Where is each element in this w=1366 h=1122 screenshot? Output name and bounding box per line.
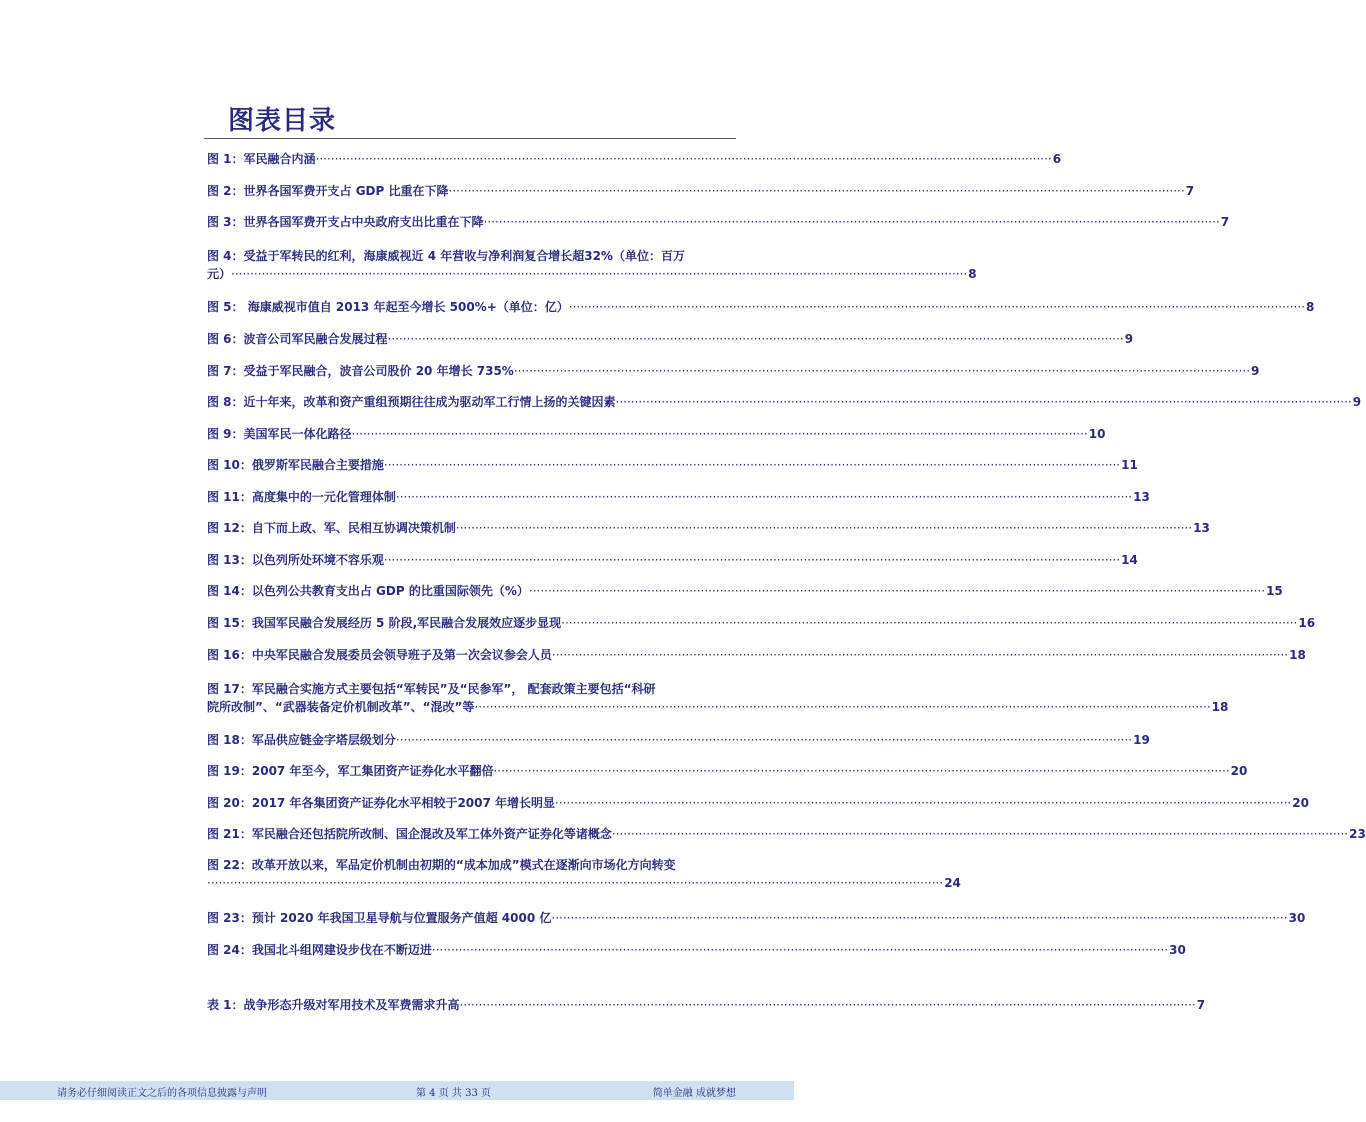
toc-dot-leader: ·································································································································································································	[207, 876, 944, 890]
toc-entry-title: 图 17：军民融合实施方式主要包括“军转民”及“民参军”， 配套政策主要包括“科研	[207, 682, 656, 696]
toc-entry-page: 10	[1088, 427, 1106, 441]
toc-entry[interactable]	[207, 183, 1195, 200]
toc-entry-title: 图 2：世界各国军费开支占 GDP 比重在下降	[207, 184, 449, 198]
toc-entry-title: 图 7：受益于军民融合，波音公司股价 20 年增长 735%	[207, 364, 514, 378]
toc-entry-title-continued: 元）	[207, 267, 232, 281]
toc-entry-page: 7	[1220, 215, 1230, 229]
toc-entry-title: 图 15：我国军民融合发展经历 5 阶段,军民融合发展效应逐步显现	[207, 616, 562, 630]
toc-entry-page: 24	[944, 876, 961, 890]
toc-entry[interactable]	[207, 583, 1283, 600]
footer-disclaimer: 请务必仔细阅读正文之后的各项信息披露与声明	[57, 1088, 267, 1099]
toc-entry[interactable]	[207, 795, 1309, 812]
toc-dot-leader: ·································································································································································································	[395, 733, 1133, 747]
toc-entry-page: 19	[1133, 733, 1150, 747]
toc-dot-leader: ·································································································································································································	[528, 584, 1266, 598]
toc-dot-leader: ·································································································································································································	[513, 364, 1251, 378]
toc-entry[interactable]	[207, 997, 1206, 1014]
toc-entry[interactable]	[207, 363, 1260, 380]
toc-entry[interactable]	[207, 942, 1186, 959]
toc-entry-title: 图 5： 海康威视市值自 2013 年起至今增长 500%+（单位：亿）	[207, 300, 569, 314]
toc-entry-page: 20	[1292, 796, 1309, 810]
toc-entry[interactable]	[207, 763, 1248, 780]
toc-entry-title: 图 12：自下而上政、军、民相互协调决策机制	[207, 521, 456, 535]
toc-dot-leader: ·································································································································································································	[615, 395, 1352, 409]
toc-entry-page: 8	[968, 267, 977, 281]
toc-entry-page: 9	[1124, 332, 1134, 346]
toc-entry-page: 13	[1133, 490, 1150, 504]
toc-dot-leader: ·································································································································································································	[431, 943, 1169, 957]
toc-dot-leader: ·································································································································································································	[459, 998, 1196, 1012]
toc-entry-title: 图 23：预计 2020 年我国卫星导航与位置服务产值超 4000 亿	[207, 911, 552, 925]
toc-entry[interactable]	[207, 214, 1230, 231]
toc-entry-title-continued: 院所改制”、“武器装备定价机制改革”、“混改”等	[207, 700, 475, 714]
toc-dot-leader: ·································································································································································································	[611, 827, 1349, 841]
toc-entry-page: 20	[1230, 764, 1248, 778]
toc-entry[interactable]	[207, 331, 1134, 348]
toc-dot-leader: ·································································································································································································	[555, 796, 1292, 810]
toc-dot-leader: ·································································································································································································	[231, 267, 968, 281]
toc-entry-title: 图 18：军品供应链金字塔层级划分	[207, 733, 396, 747]
toc-entry-title: 图 20：2017 年各集团资产证券化水平相较于2007 年增长明显	[207, 796, 556, 810]
toc-dot-leader: ·································································································································································································	[315, 152, 1052, 166]
toc-dot-leader: ·································································································································································································	[351, 427, 1088, 441]
toc-entry-title: 图 11：高度集中的一元化管理体制	[207, 490, 396, 504]
toc-entry-title: 图 16：中央军民融合发展委员会领导班子及第一次会议参会人员	[207, 648, 552, 662]
toc-dot-leader: ·································································································································································································	[551, 648, 1289, 662]
toc-entry-page: 18	[1289, 648, 1306, 662]
toc-dot-leader: ·································································································································································································	[483, 215, 1220, 229]
toc-dot-leader: ·································································································································································································	[395, 490, 1133, 504]
footer-page-number: 第 4 页 共 33 页	[416, 1088, 491, 1099]
toc-dot-leader: ·································································································································································································	[551, 911, 1288, 925]
toc-entry-page: 8	[1305, 300, 1315, 314]
toc-entry-page: 30	[1169, 943, 1186, 957]
title-divider	[204, 138, 736, 139]
toc-entry-title: 图 10：俄罗斯军民融合主要措施	[207, 458, 384, 472]
toc-entry-page: 13	[1193, 521, 1210, 535]
toc-dot-leader: ·································································································································································································	[383, 553, 1121, 567]
toc-entry-page: 7	[1196, 998, 1206, 1012]
toc-entry[interactable]	[207, 151, 1062, 168]
toc-entry-title: 图 22：改革开放以来，军品定价机制由初期的“成本加成”模式在逐渐向市场化方向转变	[207, 858, 676, 872]
toc-entry-page: 6	[1052, 152, 1062, 166]
toc-entry-title: 图 24：我国北斗组网建设步伐在不断迈进	[207, 943, 432, 957]
toc-entry-title: 图 4：受益于军转民的红利，海康威视近 4 年营收与净利润复合增长超32%（单位：百万	[207, 249, 685, 263]
toc-entry-title: 图 14：以色列公共教育支出占 GDP 的比重国际领先（%）	[207, 584, 529, 598]
toc-dot-leader: ·································································································································································································	[561, 616, 1298, 630]
toc-entry[interactable]	[207, 520, 1210, 537]
toc-entry-page: 7	[1185, 184, 1195, 198]
toc-entry[interactable]	[207, 681, 1229, 716]
toc-dot-leader: ·································································································································································································	[387, 332, 1124, 346]
toc-entry-page: 14	[1121, 553, 1138, 567]
toc-entry[interactable]	[207, 857, 961, 892]
toc-dot-leader: ·································································································································································································	[493, 764, 1230, 778]
toc-dot-leader: ·································································································································································································	[448, 184, 1185, 198]
page-footer	[0, 1081, 794, 1100]
toc-dot-leader: ·································································································································································································	[383, 458, 1121, 472]
toc-entry-page: 18	[1211, 700, 1229, 714]
toc-entry-title: 图 1：军民融合内涵	[207, 152, 316, 166]
toc-entry[interactable]	[207, 732, 1150, 749]
toc-entry-title: 图 9：美国军民一体化路径	[207, 427, 352, 441]
toc-entry-page: 9	[1251, 364, 1260, 378]
toc-entry[interactable]	[207, 457, 1138, 474]
toc-entry-title: 图 6：波音公司军民融合发展过程	[207, 332, 388, 346]
toc-entry-page: 16	[1298, 616, 1316, 630]
toc-entry[interactable]	[207, 394, 1362, 411]
toc-dot-leader: ·································································································································································································	[568, 300, 1305, 314]
toc-entry[interactable]	[207, 647, 1306, 664]
toc-entry-title: 图 13：以色列所处环境不容乐观	[207, 553, 384, 567]
toc-entry-page: 23	[1349, 827, 1366, 841]
toc-entry-title: 图 21：军民融合还包括院所改制、国企混改及军工体外资产证券化等诸概念	[207, 827, 612, 841]
toc-entry-title: 图 19：2007 年至今，军工集团资产证券化水平翻倍	[207, 764, 494, 778]
toc-entry[interactable]	[207, 826, 1366, 843]
toc-entry[interactable]	[207, 615, 1316, 632]
toc-entry[interactable]	[207, 299, 1315, 316]
toc-entry-title: 图 3：世界各国军费开支占中央政府支出比重在下降	[207, 215, 484, 229]
toc-entry[interactable]	[207, 248, 977, 283]
toc-entry[interactable]	[207, 552, 1138, 569]
page-title: 图表目录	[228, 106, 337, 136]
footer-slogan: 简单金融 成就梦想	[652, 1088, 736, 1099]
toc-entry-page: 11	[1121, 458, 1138, 472]
toc-entry-title: 表 1：战争形态升级对军用技术及军费需求升高	[207, 998, 460, 1012]
toc-entry-page: 9	[1352, 395, 1362, 409]
toc-entry[interactable]	[207, 910, 1306, 927]
toc-entry-page: 15	[1266, 584, 1283, 598]
toc-dot-leader: ·································································································································································································	[455, 521, 1193, 535]
toc-entry[interactable]	[207, 426, 1106, 443]
toc-dot-leader: ·································································································································································································	[474, 700, 1211, 714]
toc-entry-title: 图 8：近十年来，改革和资产重组预期往往成为驱动军工行情上扬的关键因素	[207, 395, 616, 409]
toc-entry-page: 30	[1288, 911, 1306, 925]
toc-entry[interactable]	[207, 489, 1150, 506]
